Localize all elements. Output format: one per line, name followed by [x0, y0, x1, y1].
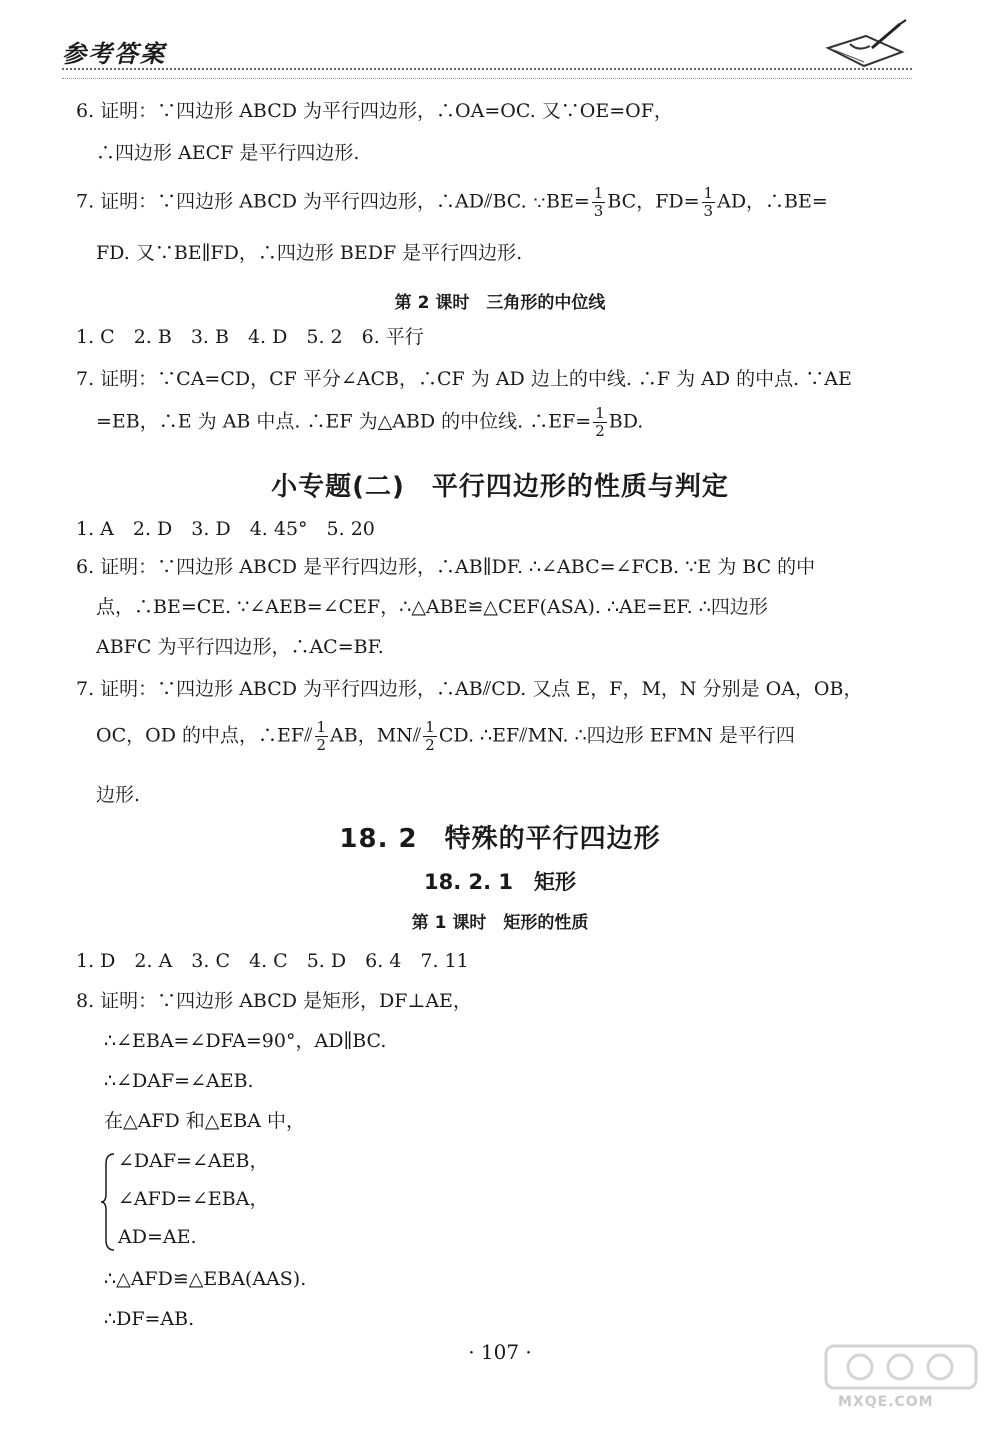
- topic2-title: 小专题(二) 平行四边形的性质与判定: [271, 472, 729, 502]
- topic2-q6-line-1: 6. 证明：∵四边形 ABCD 是平行四边形，∴AB∥DF. ∴∠ABC=∠FCB. ∵E 为 BC 的中: [76, 556, 816, 578]
- lesson1-q8-line-6: ∴DF=AB.: [104, 1308, 195, 1330]
- q7-text-a: 7. 证明：∵四边形 ABCD 为平行四边形，∴AD⫽BC. ∵BE=: [76, 190, 590, 213]
- lesson1-q8-line-2: ∴∠EBA=∠DFA=90°，AD∥BC.: [104, 1030, 387, 1052]
- subsection-title: 18. 2. 1 矩形: [423, 870, 577, 894]
- fraction-one-half-2: $\frac{1}{2}$: [316, 718, 327, 754]
- topic2-q6-line-2: 点，∴BE=CE. ∵∠AEB=∠CEF，∴△ABE≌△CEF(ASA). ∴AE=EF. ∴四边形: [96, 596, 768, 618]
- watermark-text: MXQE.COM: [838, 1394, 934, 1410]
- fraction-one-half: $\frac{1}{2}$: [595, 404, 605, 440]
- q6-line-2: ∴四边形 AECF 是平行四边形.: [96, 142, 360, 164]
- brace-condition-1: ∠DAF=∠AEB，: [118, 1150, 269, 1172]
- topic2-answers: 1. A 2. D 3. D 4. 45° 5. 20: [76, 518, 375, 540]
- lesson1-q8-line-4: 在△AFD 和△EBA 中，: [104, 1110, 305, 1132]
- lesson1-q8-line-5: ∴△AFD≌△EBA(AAS).: [104, 1268, 307, 1290]
- brace-condition-3: AD=AE.: [118, 1226, 197, 1248]
- fraction-one-half-3: $\frac{1}{2}$: [425, 718, 435, 754]
- lesson2-q7-line-1: 7. 证明：∵CA=CD，CF 平分∠ACB，∴CF 为 AD 边上的中线. ∴F 为 AD 的中点. ∵AE: [76, 368, 852, 390]
- brace-condition-2: ∠AFD=∠EBA，: [118, 1188, 269, 1210]
- topic2-q6-line-3: ABFC 为平行四边形，∴AC=BF.: [96, 636, 384, 658]
- lesson1-q8-line-3: ∴∠DAF=∠AEB.: [104, 1070, 254, 1092]
- q7-text-c: AD，∴BE=: [717, 190, 828, 213]
- section-title: 18. 2 特殊的平行四边形: [339, 824, 661, 854]
- lesson2-title: 第 2 课时 三角形的中位线: [394, 293, 606, 313]
- header-rule: [62, 68, 912, 79]
- fraction-one-third-2: $\frac{1}{3}$: [703, 184, 714, 220]
- lesson1-q8-line-1: 8. 证明：∵四边形 ABCD 是矩形，DF⊥AE，: [76, 990, 472, 1012]
- topic2-q7-line-1: 7. 证明：∵四边形 ABCD 为平行四边形，∴AB⫽CD. 又点 E，F，M，N 分别是 OA，OB，: [76, 678, 863, 700]
- pen-and-paper-icon: [820, 18, 910, 70]
- q7-line-1: [76, 186, 828, 219]
- lesson2-q7-line-2: =EB，∴E 为 AB 中点. ∴EF 为△ABD 的中位线. ∴EF= $\frac{1}{2}$ BD.: [96, 404, 644, 440]
- header-title: 参考答案: [62, 40, 166, 68]
- curly-brace: [100, 1152, 116, 1252]
- topic2-q7-line-3: 边形.: [96, 784, 141, 806]
- q7-line-2: FD. 又∵BE∥FD，∴四边形 BEDF 是平行四边形.: [96, 242, 523, 264]
- q6-line-1: 6. 证明：∵四边形 ABCD 为平行四边形，∴OA=OC. 又∵OE=OF，: [76, 100, 673, 122]
- lesson1-title: 第 1 课时 矩形的性质: [411, 913, 589, 933]
- fraction-one-third: $\frac{1}{3}$: [593, 184, 604, 220]
- lesson2-answers: 1. C 2. B 3. B 4. D 5. 2 6. 平行: [76, 326, 424, 348]
- page-number: · 107 ·: [468, 1340, 532, 1364]
- q7-text-b: BC，FD=: [607, 190, 700, 213]
- lesson1-answers: 1. D 2. A 3. C 4. C 5. D 6. 4 7. 11: [76, 950, 469, 972]
- topic2-q7-line-2: OC，OD 的中点，∴EF⫽ $\frac{1}{2}$ AB，MN⫽ $\frac{1}{2}$ CD. ∴EF⫽MN. ∴四边形 EFMN 是平行四: [96, 718, 795, 754]
